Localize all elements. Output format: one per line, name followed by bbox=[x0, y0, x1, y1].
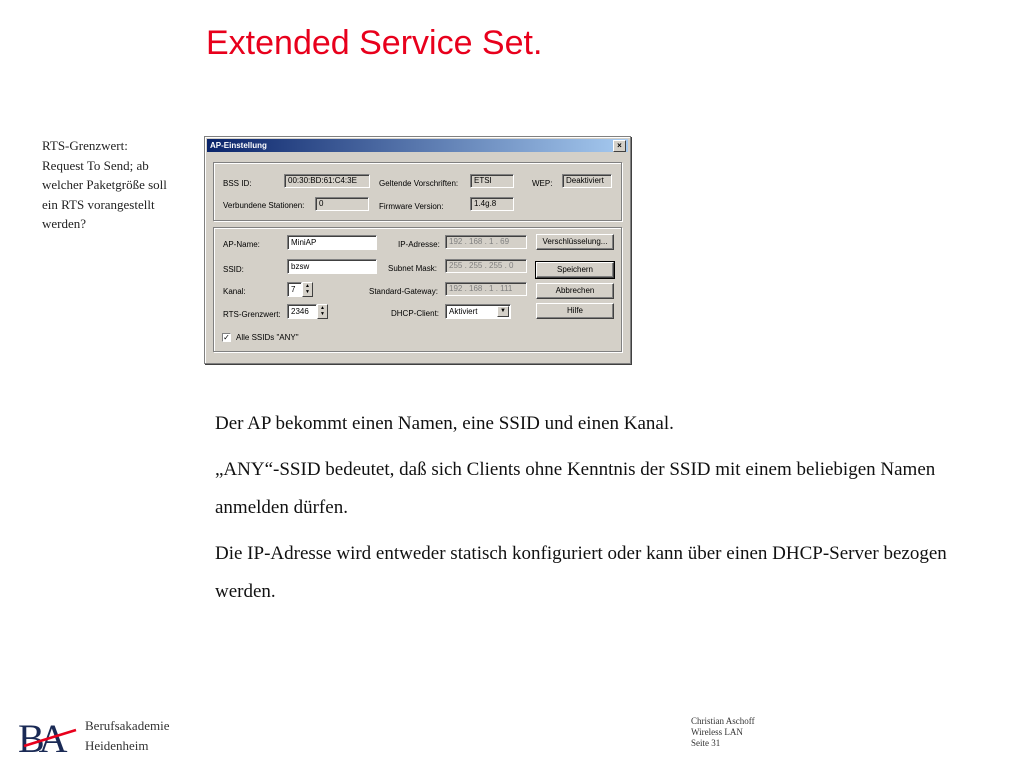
ap-settings-dialog bbox=[204, 136, 631, 364]
institution-name bbox=[85, 716, 169, 756]
any-ssid-label: Alle SSIDs "ANY" bbox=[236, 333, 299, 342]
side-note-line: welcher Paketgröße soll bbox=[42, 177, 167, 192]
channel-label: Kanal: bbox=[223, 287, 246, 296]
chevron-down-icon[interactable]: ▼ bbox=[497, 306, 509, 317]
rts-input[interactable]: 2346 bbox=[287, 304, 317, 319]
any-ssid-checkbox[interactable]: ✓ bbox=[223, 333, 230, 342]
dhcp-selected-value: Aktiviert bbox=[449, 307, 478, 316]
save-button[interactable]: Speichern bbox=[536, 262, 614, 278]
encryption-button[interactable]: Verschlüsselung... bbox=[536, 234, 614, 250]
footer-info bbox=[691, 716, 755, 749]
institution-line: Heidenheim bbox=[85, 738, 149, 753]
slide-body bbox=[215, 405, 995, 619]
dialog-titlebar bbox=[207, 139, 628, 152]
spin-down-icon[interactable]: ▼ bbox=[305, 289, 310, 295]
regulations-field: ETSI bbox=[470, 174, 514, 188]
wep-field: Deaktiviert bbox=[562, 174, 612, 188]
institution-line: Berufsakademie bbox=[85, 718, 170, 733]
side-note-line: Request To Send; ab bbox=[42, 157, 149, 173]
spin-up-icon[interactable]: ▲ bbox=[320, 305, 325, 311]
firmware-field: 1.4g.8 bbox=[470, 197, 514, 211]
footer-page: Seite 31 bbox=[691, 738, 721, 748]
cancel-button[interactable]: Abbrechen bbox=[536, 283, 614, 299]
bss-id-label: BSS ID: bbox=[223, 179, 252, 188]
footer-course: Wireless LAN bbox=[691, 727, 743, 737]
dialog-title: AP-Einstellung bbox=[210, 141, 267, 150]
ssid-input[interactable]: bzsw bbox=[287, 259, 377, 274]
help-button[interactable]: Hilfe bbox=[536, 303, 614, 319]
info-group bbox=[213, 162, 622, 221]
ba-logo bbox=[18, 718, 80, 758]
ip-address-field[interactable]: 192 . 168 . 1 . 69 bbox=[445, 235, 527, 249]
ip-label: IP-Adresse: bbox=[398, 240, 440, 249]
footer-author: Christian Aschoff bbox=[691, 716, 755, 726]
stations-label: Verbundene Stationen: bbox=[223, 201, 305, 210]
slide-title: Extended Service Set. bbox=[206, 24, 543, 62]
wep-label: WEP: bbox=[532, 179, 553, 188]
subnet-mask-field[interactable]: 255 . 255 . 255 . 0 bbox=[445, 259, 527, 273]
body-paragraph: Der AP bekommt einen Namen, eine SSID und einen Kanal. bbox=[215, 413, 674, 434]
body-paragraph: „ANY“-SSID bedeutet, daß sich Clients ohne Kenntnis der SSID mit einem beliebigen Namen anmelden dürfen. bbox=[215, 459, 936, 518]
stations-field: 0 bbox=[315, 197, 369, 211]
side-note-line: ein RTS vorangestellt bbox=[42, 196, 155, 212]
rts-spinner[interactable] bbox=[317, 304, 328, 319]
side-note-line: RTS-Grenzwert: bbox=[42, 138, 128, 153]
spin-up-icon[interactable]: ▲ bbox=[305, 283, 310, 289]
ap-name-label: AP-Name: bbox=[223, 240, 260, 249]
gateway-label: Standard-Gateway: bbox=[369, 287, 438, 296]
bss-id-field: 00:30:BD:61:C4:3E bbox=[284, 174, 370, 188]
spin-down-icon[interactable]: ▼ bbox=[320, 311, 325, 317]
gateway-field[interactable]: 192 . 168 . 1 . 111 bbox=[445, 282, 527, 296]
ssid-label: SSID: bbox=[223, 265, 244, 274]
regulations-label: Geltende Vorschriften: bbox=[379, 179, 459, 188]
body-paragraph: Die IP-Adresse wird entweder statisch konfiguriert oder kann über einen DHCP-Server bezogen werden. bbox=[215, 543, 947, 602]
dhcp-select[interactable] bbox=[445, 304, 511, 319]
side-note bbox=[42, 136, 192, 234]
channel-input[interactable]: 7 bbox=[287, 282, 302, 297]
firmware-label: Firmware Version: bbox=[379, 202, 444, 211]
close-icon[interactable]: × bbox=[613, 140, 626, 152]
logo-text: BA bbox=[18, 718, 62, 758]
dhcp-label: DHCP-Client: bbox=[391, 309, 440, 318]
subnet-label: Subnet Mask: bbox=[388, 264, 437, 273]
side-note-line: werden? bbox=[42, 216, 87, 231]
ap-name-input[interactable]: MiniAP bbox=[287, 235, 377, 250]
channel-spinner[interactable] bbox=[302, 282, 313, 297]
rts-label: RTS-Grenzwert: bbox=[223, 310, 281, 319]
